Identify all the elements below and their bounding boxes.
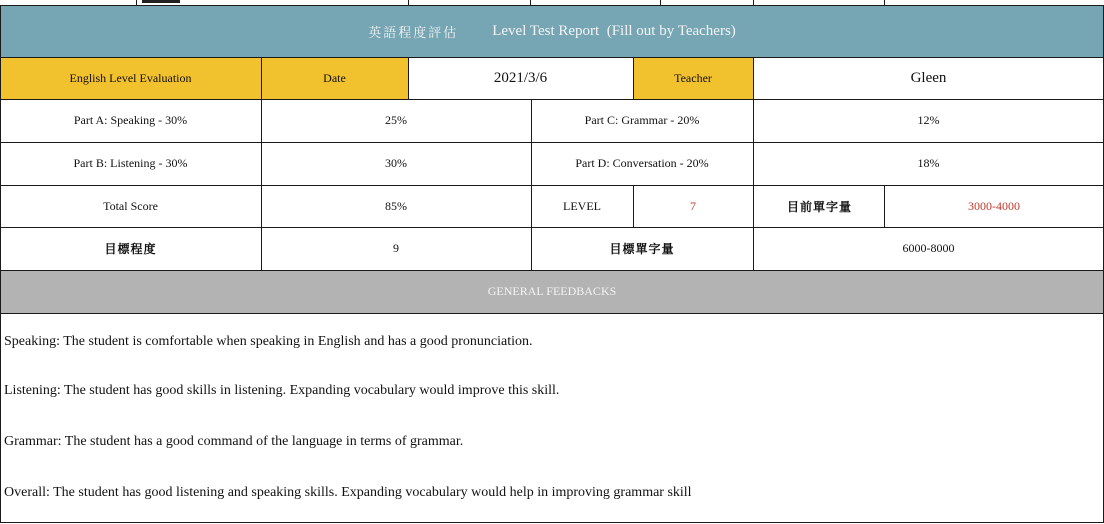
current-vocab-label: 目前單字量 xyxy=(787,199,853,214)
total-score-label: Total Score xyxy=(103,198,158,213)
grid-line xyxy=(531,99,532,270)
feedback-header-bar xyxy=(0,270,1104,313)
teacher-value: Gleen xyxy=(910,69,947,86)
target-vocab-value: 6000-8000 xyxy=(902,241,955,255)
grid-line xyxy=(0,57,1104,58)
feedback-listening: Listening: The student has good skills in listening. Expanding vocabulary would improve this skill. xyxy=(4,383,560,398)
grid-line xyxy=(408,57,409,99)
grid-line xyxy=(0,142,1104,143)
feedback-overall: Overall: The student has good listening and speaking skills. Expanding vocabulary would help in improving grammar skill xyxy=(4,485,692,500)
grid-line xyxy=(884,185,885,227)
level-label: LEVEL xyxy=(563,198,601,213)
grid-line xyxy=(0,522,1104,523)
total-score-value: 85% xyxy=(385,198,407,213)
report-title-bar xyxy=(0,5,1104,57)
grid-line xyxy=(753,57,754,270)
grid-line xyxy=(0,99,1104,100)
target-level-value: 9 xyxy=(393,241,399,255)
part-d-label: Part D: Conversation - 20% xyxy=(575,156,709,170)
part-d-value: 18% xyxy=(917,156,940,170)
part-a-label: Part A: Speaking - 30% xyxy=(73,113,188,127)
grid-line xyxy=(0,5,1104,6)
report-title-cn: 英語程度評估 xyxy=(368,25,459,41)
evaluation-label: English Level Evaluation xyxy=(0,57,261,99)
grid-line xyxy=(633,185,634,227)
grid-line xyxy=(0,313,1104,314)
part-c-label: Part C: Grammar - 20% xyxy=(584,113,700,127)
grid-line xyxy=(0,270,1104,271)
target-vocab-label: 目標單字量 xyxy=(609,242,675,256)
feedback-speaking: Speaking: The student is comfortable when speaking in English and has a good pronunciation. xyxy=(4,334,533,349)
grid-line xyxy=(633,57,634,99)
grid-line xyxy=(261,57,262,270)
teacher-label: Teacher xyxy=(633,57,753,99)
grid-line xyxy=(0,227,1104,228)
part-b-value: 30% xyxy=(385,156,407,170)
grid-line xyxy=(0,185,1104,186)
level-value: 7 xyxy=(690,198,696,213)
feedback-header: GENERAL FEEDBACKS xyxy=(487,284,617,298)
part-c-value: 12% xyxy=(917,113,940,127)
target-level-label: 目標程度 xyxy=(104,242,157,256)
grid-line xyxy=(0,5,1,523)
top-partial-mark xyxy=(142,0,180,3)
part-a-value: 25% xyxy=(385,113,407,127)
feedback-grammar: Grammar: The student has a good command of the language in terms of grammar. xyxy=(4,434,464,449)
report-title-en: Level Test Report (Fill out by Teachers) xyxy=(492,22,736,39)
part-b-label: Part B: Listening - 30% xyxy=(73,156,188,170)
current-vocab-value: 3000-4000 xyxy=(968,198,1020,213)
date-value: 2021/3/6 xyxy=(493,69,548,86)
date-label: Date xyxy=(261,57,408,99)
